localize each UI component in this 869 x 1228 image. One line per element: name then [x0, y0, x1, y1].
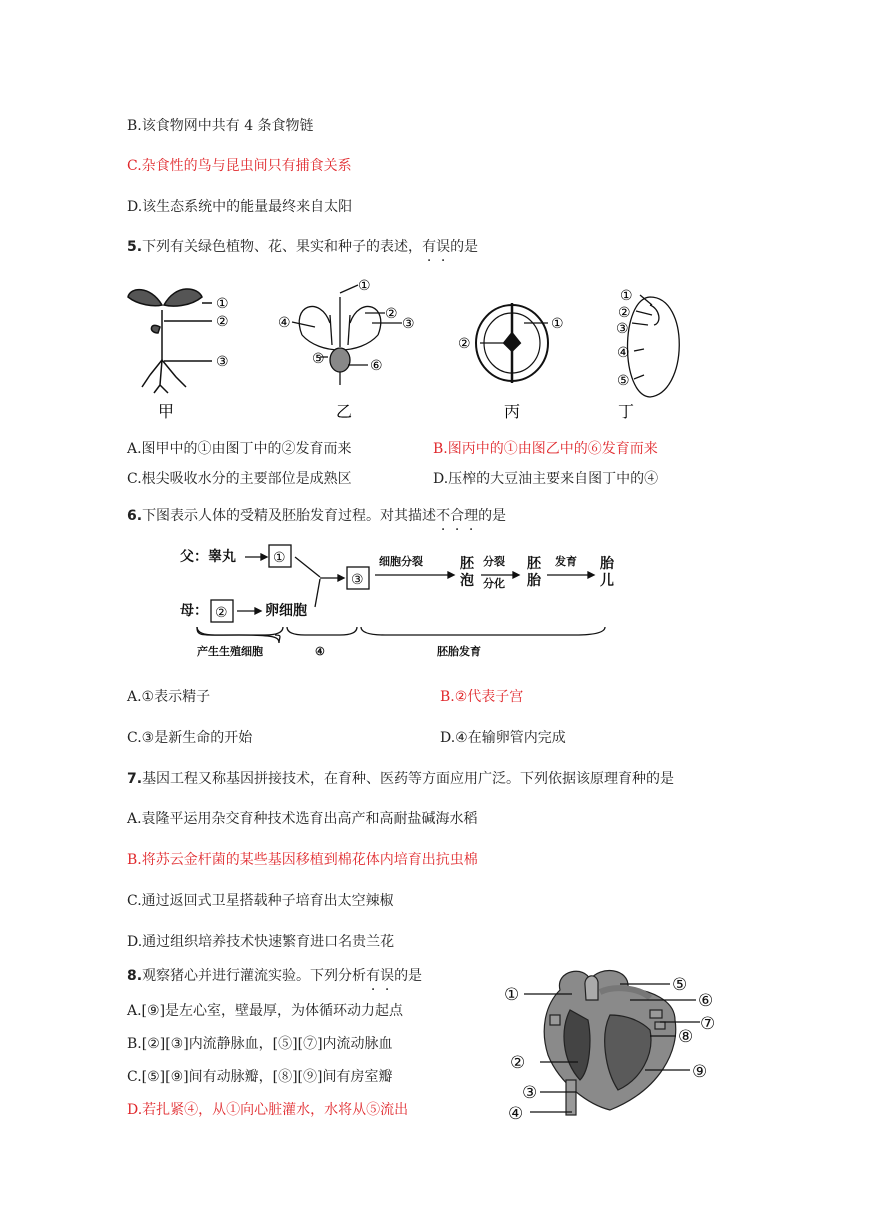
q7-option-a: A.袁隆平运用杂交育种技术选育出高产和高耐盐碱海水稻: [127, 811, 478, 827]
q5-option-a: A.图甲中的①由图丁中的②发育而来: [127, 441, 352, 457]
yi-mark-1: ①: [358, 278, 371, 294]
q4-option-b: B.该食物网中共有 4 条食物链: [127, 118, 314, 134]
q5-option-d: D.压榨的大豆油主要来自图丁中的④: [433, 471, 659, 487]
q7-option-c: C.通过返回式卫星搭载种子培育出太空辣椒: [127, 893, 394, 909]
q7-option-d: D.通过组织培养技术快速繁育进口名贵兰花: [127, 934, 395, 950]
mother-label: 母：: [180, 603, 208, 619]
yi-mark-5: ⑤: [312, 351, 325, 367]
q7-option-b: B.将苏云金杆菌的某些基因移植到棉花体内培育出抗虫棉: [127, 852, 478, 868]
heart-mark-1: ①: [504, 985, 520, 1005]
question-number: 5.: [127, 239, 143, 255]
bing-mark-1: ①: [551, 316, 564, 332]
yi-mark-3: ③: [402, 316, 415, 332]
jia-mark-3: ③: [216, 354, 229, 370]
differentiate-label: 分化: [483, 577, 505, 590]
ding-mark-2: ②: [618, 305, 631, 321]
q8-option-d: D.若扎紧④，从①向心脏灌水，水将从⑤流出: [127, 1102, 409, 1118]
heart-mark-6: ⑥: [698, 991, 714, 1011]
q5-option-c: C.根尖吸收水分的主要部位是成熟区: [127, 471, 352, 487]
caption-ding: 丁: [618, 402, 635, 421]
q8-stem: 8.观察猪心并进行灌流实验。下列分析有误的是: [127, 968, 423, 984]
embryo-1: 胚: [527, 556, 541, 572]
ding-mark-1: ①: [620, 288, 633, 304]
box-3-label: ③: [351, 572, 364, 588]
embryo-dev-label: 胚胎发育: [437, 645, 481, 658]
heart-mark-9: ⑨: [692, 1062, 708, 1082]
flower-diagram: [292, 285, 402, 385]
blastocyst-2: 泡: [460, 573, 474, 589]
q5-stem: 5.下列有关绿色植物、花、果实和种子的表述，有误的是: [127, 239, 479, 255]
gametes-label: 产生生殖细胞: [197, 645, 263, 658]
box-1-label: ①: [273, 550, 286, 566]
q4-option-c: C.杂食性的鸟与昆虫间只有捕食关系: [127, 158, 352, 174]
fertilization-diagram: [175, 535, 625, 665]
q6-stem: 6.下图表示人体的受精及胚胎发育过程。对其描述不合理的是: [127, 508, 507, 524]
q7-stem: 7.基因工程又称基因拼接技术，在育种、医药等方面应用广泛。下列依据该原理育种的是: [127, 771, 675, 787]
split-label: 分裂: [483, 555, 505, 568]
blastocyst-1: 胚: [460, 556, 474, 572]
box-2-label: ②: [215, 605, 228, 621]
caption-yi: 乙: [336, 402, 353, 421]
embryo-2: 胎: [527, 573, 541, 589]
question-number: 6.: [127, 508, 143, 524]
plant-figure: [120, 275, 700, 425]
ding-mark-4: ④: [617, 345, 630, 361]
fetus-1: 胎: [600, 556, 614, 572]
caption-jia: 甲: [158, 402, 175, 421]
egg-label: 卵细胞: [265, 603, 307, 619]
yi-mark-2: ②: [385, 306, 398, 322]
q6-option-c: C.③是新生命的开始: [127, 730, 253, 746]
heart-mark-2: ②: [510, 1053, 526, 1073]
q8-option-a: A.[⑨]是左心室，壁最厚，为体循环动力起点: [127, 1003, 404, 1019]
seedling-diagram: [128, 289, 212, 393]
q4-option-d: D.该生态系统中的能量最终来自太阳: [127, 199, 353, 215]
heart-mark-4: ④: [508, 1104, 524, 1124]
bing-mark-2: ②: [458, 336, 471, 352]
heart-mark-3: ③: [522, 1083, 538, 1103]
fruit-diagram: [476, 303, 548, 383]
q6-option-d: D.④在输卵管内完成: [440, 730, 566, 746]
heart-mark-8: ⑧: [678, 1027, 694, 1047]
ding-mark-3: ③: [616, 321, 629, 337]
cell-division-label: 细胞分裂: [379, 555, 423, 568]
q6-option-b: B.②代表子宫: [440, 689, 524, 705]
yi-mark-6: ⑥: [370, 358, 383, 374]
heart-figure: [500, 960, 730, 1130]
q5-option-b: B.图丙中的①由图乙中的⑥发育而来: [433, 441, 658, 457]
ding-mark-5: ⑤: [617, 373, 630, 389]
fetus-2: 儿: [600, 573, 614, 589]
question-number: 7.: [127, 771, 143, 787]
seed-diagram: [628, 295, 680, 397]
heart-mark-5: ⑤: [672, 975, 688, 995]
stage-4-label: ④: [315, 645, 325, 658]
jia-mark-2: ②: [216, 314, 229, 330]
jia-mark-1: ①: [216, 296, 229, 312]
q8-option-c: C.[⑤][⑨]间有动脉瓣，[⑧][⑨]间有房室瓣: [127, 1069, 393, 1085]
q8-option-b: B.[②][③]内流静脉血，[⑤][⑦]内流动脉血: [127, 1036, 393, 1052]
heart-mark-7: ⑦: [700, 1014, 716, 1034]
develop-label: 发育: [555, 555, 577, 568]
heart-drawing: [544, 971, 676, 1115]
yi-mark-4: ④: [278, 315, 291, 331]
caption-bing: 丙: [504, 402, 521, 421]
father-label: 父：睾丸: [180, 549, 236, 565]
q6-option-a: A.①表示精子: [127, 689, 211, 705]
question-number: 8.: [127, 968, 143, 984]
